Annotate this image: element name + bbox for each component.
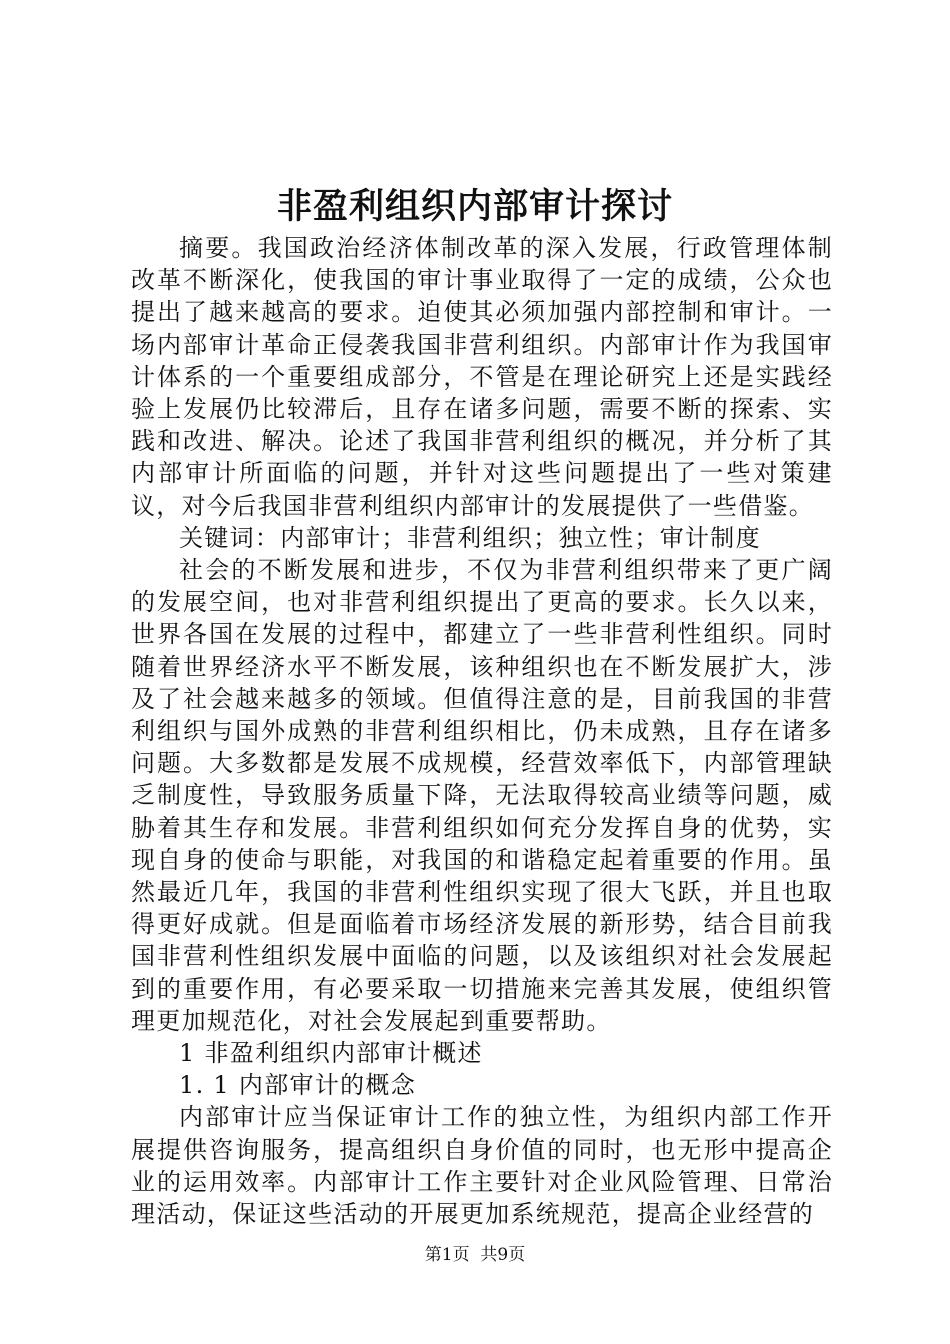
abstract-paragraph: 摘要。我国政治经济体制改革的深入发展，行政管理体制改革不断深化，使我国的审计事业取得了一定的成绩，公众也提出了越来越高的要求。迫使其必须加强内部控制和审计。一场内部审计革命正侵袭我国非营利组织。内部审计作为我国审计体系的一个重要组成部分，不管是在理论研究上还是实践经验上发展仍比较滞后，且存在诸多问题，需要不断的探索、实践和改进、解决。论述了我国非营利组织的概况，并分析了其内部审计所面临的问题，并针对这些问题提出了一些对策建议，对今后我国非营利组织内部审计的发展提供了一些借鉴。 xyxy=(131,234,833,520)
page-footer xyxy=(0,1243,950,1267)
document-body xyxy=(131,232,833,1230)
keywords-paragraph: 关键词：内部审计；非营利组织；独立性；审计制度 xyxy=(179,523,761,552)
intro-paragraph: 社会的不断发展和进步，不仅为非营利组织带来了更广阔的发展空间，也对非营利组织提出了更高的要求。长久以来，世界各国在发展的过程中，都建立了一些非营利性组织。同时随着世界经济水平不断发展，该种组织也在不断发展扩大，涉及了社会越来越多的领域。但值得注意的是，目前我国的非营利组织与国外成熟的非营利组织相比，仍未成熟，且存在诸多问题。大多数都是发展不成规模，经营效率低下，内部管理缺乏制度性，导致服务质量下降，无法取得较高业绩等问题，威胁着其生存和发展。非营利组织如何充分发挥自身的优势，实现自身的使命与职能，对我国的和谐稳定起着重要的作用。虽然最近几年，我国的非营利性组织实现了很大飞跃，并且也取得更好成就。但是面临着市场经济发展的新形势，结合目前我国非营利性组织发展中面临的问题，以及该组织对社会发展起到的重要作用，有必要采取一切措施来完善其发展，使组织管理更加规范化，对社会发展起到重要帮助。 xyxy=(131,556,833,1035)
section-heading-1: 1 非盈利组织内部审计概述 xyxy=(179,1039,483,1068)
page-total: 共9页 xyxy=(480,1245,526,1265)
section-heading-1-1: 1. 1 内部审计的概念 xyxy=(179,1071,417,1100)
section-paragraph: 内部审计应当保证审计工作的独立性，为组织内部工作开展提供咨询服务，提高组织自身价值的同时，也无形中提高企业的运用效率。内部审计工作主要针对企业风险管理、日常治理活动，保证这些活动的开展更加系统规范，提高企业经营的 xyxy=(131,1103,833,1229)
page-number: 第1页 xyxy=(424,1245,470,1265)
document-title: 非盈利组织内部审计探讨 xyxy=(276,186,673,227)
footer-separator xyxy=(470,1245,481,1265)
